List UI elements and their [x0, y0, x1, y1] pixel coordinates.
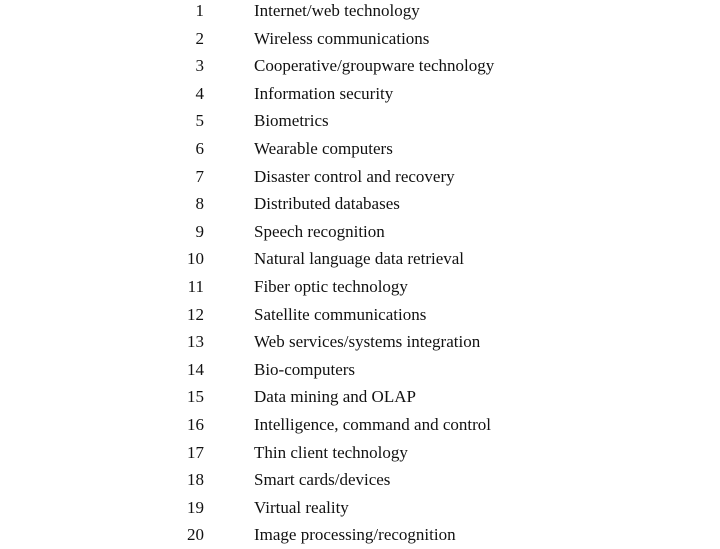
list-item: [0, 521, 720, 549]
item-label: Intelligence, command and control: [254, 414, 491, 434]
item-label: Bio-computers: [254, 359, 356, 379]
item-label: Data mining and OLAP: [254, 387, 416, 407]
item-rank: 18: [187, 470, 204, 490]
item-rank: 11: [187, 276, 204, 296]
item-rank: 14: [187, 359, 204, 379]
list-item: [0, 107, 720, 135]
item-rank: 13: [187, 332, 204, 352]
item-label: Web services/systems integration: [254, 332, 481, 352]
item-rank: 10: [187, 249, 204, 269]
item-rank: 6: [195, 138, 204, 158]
item-label: Information security: [254, 83, 394, 103]
list-item: [0, 135, 720, 163]
list-item: [0, 163, 720, 191]
item-rank: 9: [195, 221, 204, 241]
item-label: Fiber optic technology: [254, 276, 408, 296]
item-label: Cooperative/groupware technology: [254, 56, 495, 76]
item-label: Wearable computers: [254, 138, 393, 158]
list-item: [0, 466, 720, 494]
list-item: [0, 494, 720, 522]
item-rank: 2: [195, 28, 204, 48]
list-item: [0, 439, 720, 467]
item-label: Smart cards/devices: [254, 470, 391, 490]
item-label: Natural language data retrieval: [254, 249, 465, 269]
list-item: [0, 190, 720, 218]
item-label: Speech recognition: [254, 221, 385, 241]
item-label: Internet/web technology: [254, 1, 420, 20]
item-rank: 5: [195, 111, 204, 131]
list-item: [0, 52, 720, 80]
list-item: [0, 383, 720, 411]
item-rank: 17: [187, 442, 204, 462]
list-item: [0, 356, 720, 384]
item-label: Thin client technology: [254, 442, 408, 462]
item-label: Disaster control and recovery: [254, 166, 455, 186]
list-item: [0, 301, 720, 329]
item-rank: 1: [195, 1, 204, 20]
list-item: [0, 80, 720, 108]
list-item: [0, 328, 720, 356]
item-rank: 12: [187, 304, 204, 324]
item-rank: 8: [195, 194, 204, 214]
list-item: [0, 0, 720, 25]
item-label: Satellite communications: [254, 304, 427, 324]
item-rank: 19: [187, 497, 204, 517]
item-label: Virtual reality: [254, 497, 349, 517]
list-item: [0, 411, 720, 439]
item-label: Image processing/recognition: [254, 525, 456, 545]
item-rank: 4: [195, 83, 204, 103]
item-rank: 20: [187, 525, 204, 545]
item-rank: 7: [195, 166, 204, 186]
item-label: Distributed databases: [254, 194, 400, 214]
item-rank: 15: [187, 387, 204, 407]
item-label: Biometrics: [254, 111, 329, 131]
item-rank: 3: [195, 56, 204, 76]
list-item: [0, 245, 720, 273]
item-rank: 16: [187, 414, 204, 434]
list-item: [0, 273, 720, 301]
list-item: [0, 25, 720, 53]
item-label: Wireless communications: [254, 28, 430, 48]
list-item: [0, 218, 720, 246]
